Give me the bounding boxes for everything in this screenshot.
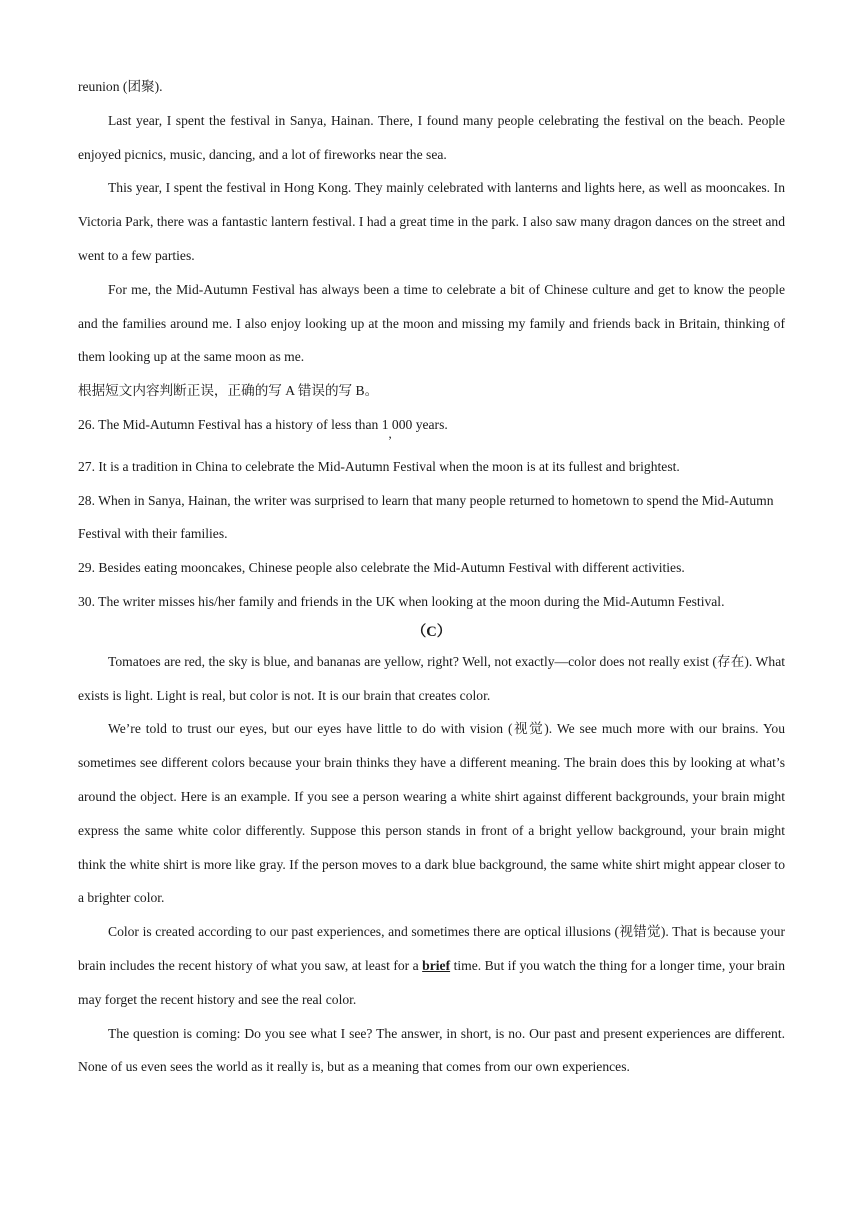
section-c-paragraph-4: The question is coming: Do you see what I see? The answer, in short, is no. Our past and present experiences are different. None of us even sees the world as it really is, but as a meaning that comes from our own experiences. (78, 1025, 785, 1075)
passage-b-paragraph-1: Last year, I spent the festival in Sanya, Hainan. There, I found many people celebrating the festival on the beach. People enjoyed picnics, music, dancing, and a lot of fireworks near the sea. (78, 112, 785, 162)
spacer (78, 442, 785, 450)
passage-b-paragraph-0: reunion (团聚). (78, 79, 163, 94)
section-c-heading: （C） (411, 623, 452, 640)
question-26 (78, 408, 785, 442)
section-c-paragraph-3 (78, 915, 785, 1016)
question-27: 27. It is a tradition in China to celebrate the Mid-Autumn Festival when the moon is at its fullest and brightest. (78, 458, 680, 474)
question-29: 29. Besides eating mooncakes, Chinese people also celebrate the Mid-Autumn Festival with different activities. (78, 560, 685, 576)
passage-b-paragraph-2: This year, I spent the festival in Hong Kong. They mainly celebrated with lanterns and lights here, as well as mooncakes. In Victoria Park, there was a fantastic lantern festival. I had a great time in the park. I also saw many dragon dances on the street and went to a few parties. (78, 180, 785, 263)
question-30: 30. The writer misses his/her family and friends in the UK when looking at the moon during the Mid-Autumn Festival. (78, 593, 725, 609)
vocabulary-word-brief: brief (422, 957, 451, 973)
passage-b-paragraph-3: For me, the Mid-Autumn Festival has always been a time to celebrate a bit of Chinese culture and get to know the people and the families around me. I also enjoy looking up at the moon and missing my family and friends back in Britain, thinking of them looking up at the same moon as me. (78, 281, 785, 365)
question-26-text-start: 26. The Mid-Autumn Festival has a history of less than 1 (78, 416, 389, 432)
document-page (78, 70, 785, 1084)
instruction-text: 根据短文内容判断正误，正确的写 A 错误的写 B。 (78, 383, 379, 399)
question-26-text-end: 000 years. (391, 416, 448, 432)
question-28: 28. When in Sanya, Hainan, the writer was surprised to learn that many people returned to hometown to spend the Mid-Autumn Festival with their families. (78, 492, 774, 542)
question-26-mark: , (388, 425, 392, 441)
section-c-paragraph-2: We’re told to trust our eyes, but our eyes have little to do with vision (视觉). We see much more with our brains. You sometimes see different colors because your brain thinks they have a different meaning. The brain does this by looking at what’s around the object. Here is an example. If you see a person wearing a white shirt against different backgrounds, your brain might express the same white color differently. Suppose this person stands in front of a bright yellow background, your brain might think the white shirt is more like gray. If the person moves to a dark blue background, the same white shirt might appear closer to a brighter color. (78, 721, 785, 906)
section-c-paragraph-1: Tomatoes are red, the sky is blue, and bananas are yellow, right? Well, not exactly—color does not really exist (存在). What exists is light. Light is real, but color is not. It is our brain that creates color. (78, 653, 785, 703)
section-c-paragraph-3-start: Color is created according to our past experiences, and sometimes there are optical illusions (视错觉). That is because your brain includes the recent history of what you saw, at least for a (78, 924, 785, 973)
section-c-paragraph-3-end: time. But if you watch the thing for a longer time, your brain may forget the recent history and see the real color. (78, 957, 785, 1007)
